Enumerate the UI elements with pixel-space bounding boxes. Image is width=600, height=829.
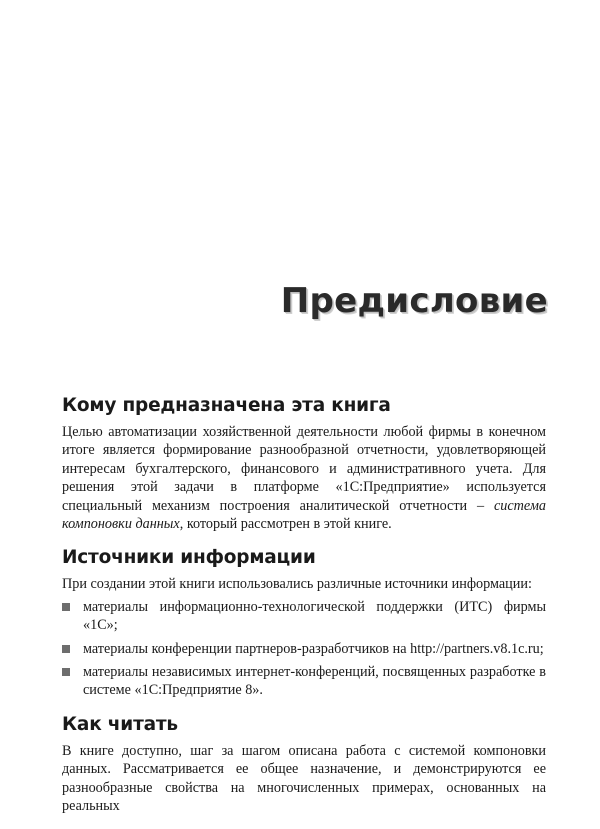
section-howto: [62, 713, 546, 816]
square-bullet-icon: [62, 668, 70, 676]
section-audience: [62, 394, 546, 533]
section-heading-sources: Источники информации: [62, 547, 316, 569]
list-item-text: материалы информационно-технологической поддержки (ИТС) фирмы «1С»;: [83, 598, 546, 634]
section-paragraph-howto: В книге доступно, шаг за шагом описана работа с системой компоновки данных. Рассматривается ее общее назначение, и демонстрируются ее разнообразные свойства на многочисленных примерах, основанных на реальных: [62, 742, 546, 815]
page-content: [62, 394, 546, 829]
section-intro-sources: При создании этой книги использовались различные источники информации:: [62, 576, 532, 593]
list-item: [62, 598, 546, 635]
sources-list: [62, 598, 546, 700]
list-item: [62, 663, 546, 700]
square-bullet-icon: [62, 603, 70, 611]
section-heading-howto: Как читать: [62, 713, 178, 735]
chapter-title: Предисловие: [280, 281, 548, 321]
paragraph-text: Целью автоматизации хозяйственной деятельности любой фирмы в конечном итоге является формирование разнообразной отчетности, удовлетворяющей интересам бухгалтерского, финансового и административного учета. Для решения этой задачи в платформе «1С:Предприятие» используется специальный механизм построения аналитической отчетности –: [62, 424, 546, 514]
list-item-text: материалы независимых интернет-конференций, посвященных разработке в системе «1С:Предприятие 8».: [83, 664, 546, 699]
list-item: [62, 640, 546, 658]
paragraph-emphasis: система компоновки данных: [62, 497, 546, 533]
list-item-text: материалы конференции партнеров-разработчиков на http://partners.v8.1c.ru;: [83, 640, 544, 657]
section-paragraph-audience: [62, 423, 546, 533]
paragraph-text: , который рассмотрен в этой книге.: [179, 516, 392, 533]
section-sources: [62, 546, 546, 699]
square-bullet-icon: [62, 645, 70, 653]
section-heading-audience: Кому предназначена эта книга: [62, 395, 391, 416]
